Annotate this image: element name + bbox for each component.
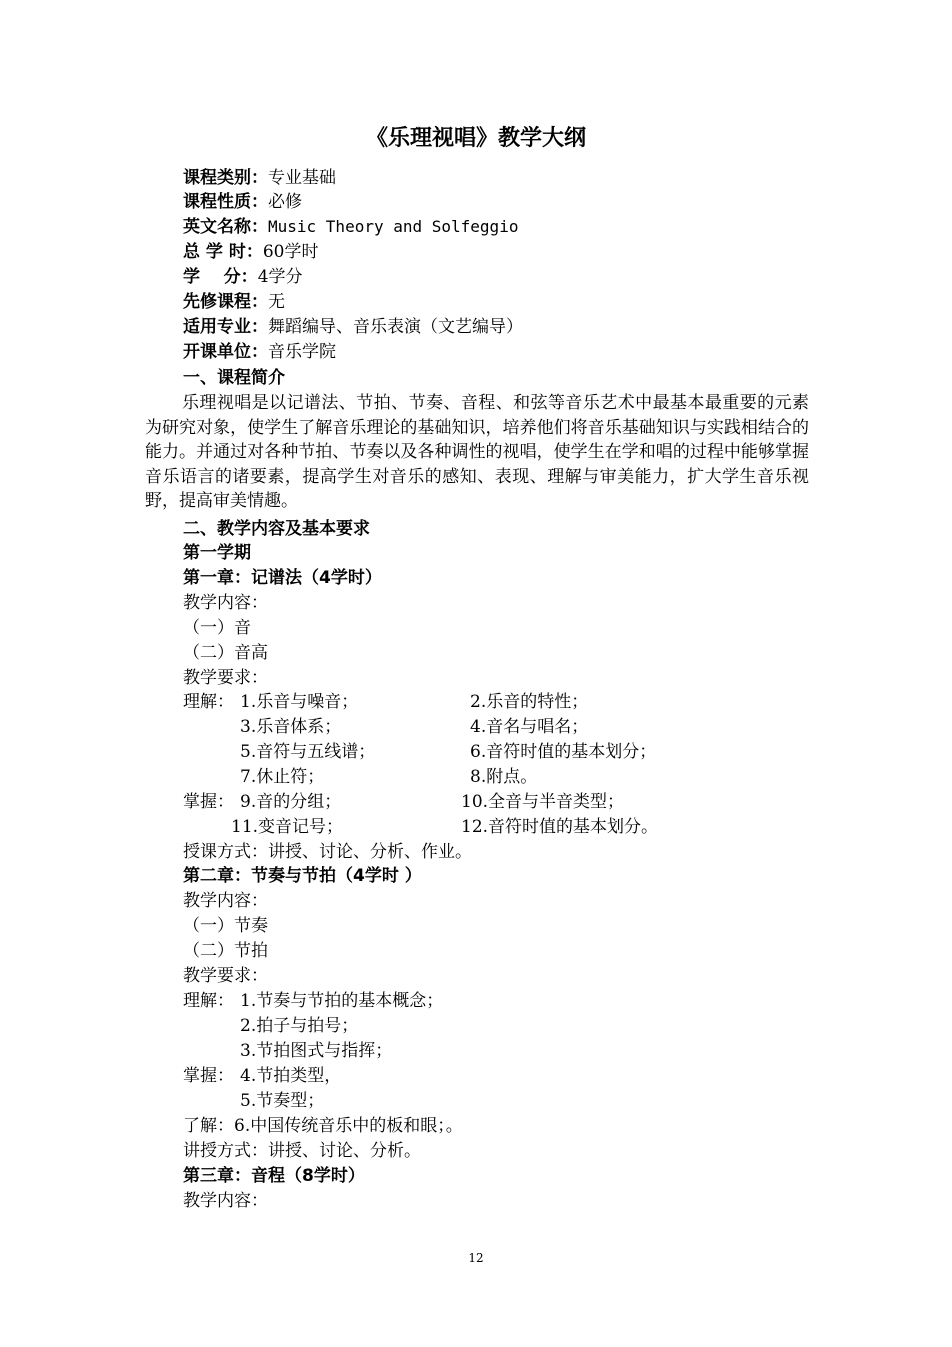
- requirement-item: 5.节奏型；: [240, 1091, 325, 1111]
- content-label: 教学内容：: [183, 1191, 268, 1211]
- content-item: （二）音高: [183, 643, 268, 663]
- intro-paragraph: 乐理视唱是以记谱法、节拍、节奏、音程、和弦等音乐艺术中最基本最重要的元素为研究对象，使学生了解音乐理论的基础知识，培养他们将音乐基础知识与实践相结合的能力。并通过对各种节拍、节奏以及各种调性的视唱，使学生在学和唱的过程中能够掌握音乐语言的诸要素，提高学生对音乐的感知、表现、理解与审美能力，扩大学生音乐视野，提高审美情趣。: [145, 393, 809, 512]
- requirement-item: 1.节奏与节拍的基本概念；: [240, 991, 444, 1011]
- info-label: 先修课程：: [183, 292, 268, 312]
- section-heading-intro: 一、课程简介: [183, 368, 285, 388]
- requirement-item: 10.全音与半音类型；: [461, 792, 625, 812]
- content-item: （一）节奏: [183, 916, 268, 936]
- requirement-item: 4.节拍类型，: [240, 1066, 342, 1086]
- document-title: 《乐理视唱》教学大纲: [365, 126, 586, 151]
- info-course-type: [183, 166, 336, 190]
- chapter-heading: 第三章：音程（8学时）: [183, 1166, 365, 1186]
- requirement-item: 12.音符时值的基本划分。: [461, 817, 659, 837]
- teaching-method: 讲授方式：讲授、讨论、分析。: [183, 1141, 421, 1161]
- info-english-name: [183, 215, 518, 239]
- info-value: 无: [268, 292, 285, 312]
- info-label: 开课单位：: [183, 342, 268, 362]
- requirement-item: 7.休止符；: [240, 767, 325, 787]
- requirement-item: 11.变音记号；: [231, 817, 344, 837]
- requirement-label: 教学要求：: [183, 966, 268, 986]
- requirement-item: 1.乐音与噪音；: [240, 692, 359, 712]
- info-majors: [183, 315, 523, 339]
- requirement-item: 3.节拍图式与指挥；: [240, 1041, 393, 1061]
- understand-label: 理解：: [183, 692, 234, 712]
- info-course-nature: [183, 190, 302, 214]
- info-total-hours: [183, 240, 318, 264]
- info-prerequisite: [183, 290, 285, 314]
- info-value: 4学分: [257, 267, 303, 287]
- requirement-item: 3.乐音体系；: [240, 717, 342, 737]
- chapter-heading: 第一章：记谱法（4学时）: [183, 568, 382, 588]
- master-label: 掌握：: [183, 1066, 234, 1086]
- chapter-heading: 第二章：节奏与节拍（4学时 ）: [183, 866, 422, 886]
- requirement-label: 教学要求：: [183, 668, 268, 688]
- info-value: 60学时: [262, 242, 319, 262]
- understand-label: 理解：: [183, 991, 234, 1011]
- info-value: Music Theory and Solfeggio: [268, 217, 519, 236]
- info-value: 专业基础: [268, 168, 336, 188]
- content-label: 教学内容：: [183, 891, 268, 911]
- info-label: 英文名称：: [183, 217, 268, 237]
- section-heading-content: 二、教学内容及基本要求: [183, 519, 370, 539]
- info-credits: [183, 265, 303, 289]
- requirement-item: 5.音符与五线谱；: [240, 742, 376, 762]
- info-value: 音乐学院: [268, 342, 336, 362]
- info-label: 总 学 时：: [183, 242, 263, 262]
- semester-heading: 第一学期: [183, 543, 251, 563]
- content-label: 教学内容：: [183, 593, 268, 613]
- teaching-method: 授课方式：讲授、讨论、分析、作业。: [183, 842, 472, 862]
- master-label: 掌握：: [183, 792, 234, 812]
- info-label: 课程性质：: [183, 192, 268, 212]
- requirement-item: 2.乐音的特性；: [470, 692, 589, 712]
- info-department: [183, 340, 336, 364]
- info-label: 适用专业：: [183, 317, 268, 337]
- requirement-item: 8.附点。: [470, 767, 538, 787]
- content-item: （二）节拍: [183, 941, 268, 961]
- requirement-item: 6.音符时值的基本划分；: [470, 742, 657, 762]
- info-label: 学 分：: [183, 267, 258, 287]
- info-label: 课程类别：: [183, 168, 268, 188]
- requirement-item: 2.拍子与拍号；: [240, 1016, 359, 1036]
- info-value: 舞蹈编导、音乐表演（文艺编导）: [268, 317, 523, 337]
- content-item: （一）音: [183, 618, 251, 638]
- know-item: 了解：6.中国传统音乐中的板和眼；。: [183, 1116, 463, 1136]
- requirement-item: 4.音名与唱名；: [470, 717, 589, 737]
- page-number: 12: [468, 1251, 484, 1265]
- requirement-item: 9.音的分组；: [240, 792, 342, 812]
- info-value: 必修: [268, 192, 302, 212]
